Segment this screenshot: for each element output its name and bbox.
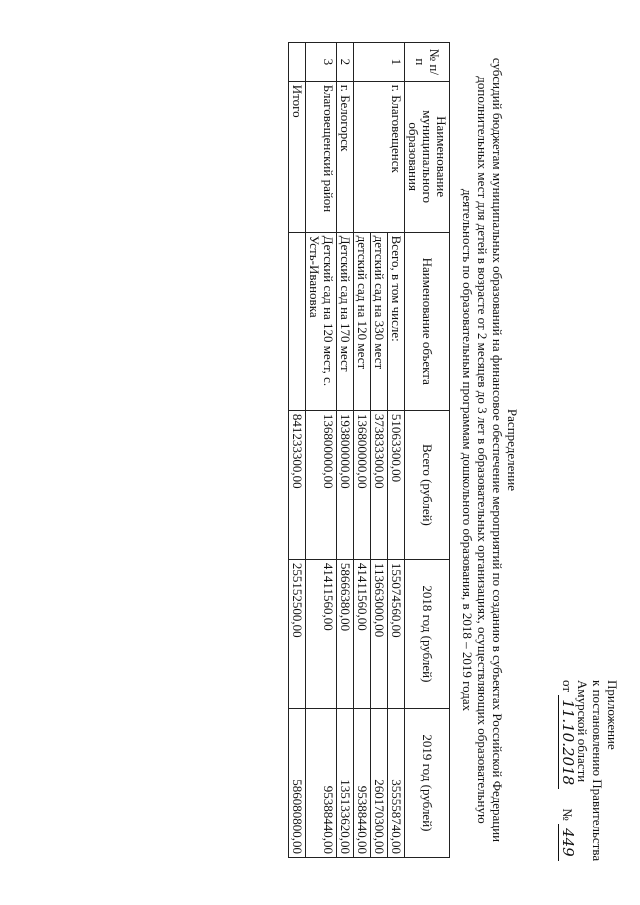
table-total-row <box>289 43 306 858</box>
total-object-cell <box>289 232 306 410</box>
row-object: детский сад на 120 мест <box>354 232 371 410</box>
decree-date: 11.10.2018 <box>558 695 577 789</box>
table-row <box>306 43 337 858</box>
total-2018: 255152500,00 <box>289 559 306 708</box>
header-municipality: Наименование муниципального образования <box>405 81 450 232</box>
row-object: Всего, в том числе: <box>388 232 405 410</box>
row-object: детский сад на 330 мест <box>371 232 388 410</box>
row-municipality: г. Белогорск <box>337 81 354 232</box>
row-total: 136800000,00 <box>306 410 337 559</box>
appendix-block <box>560 680 620 900</box>
title-body: субсидий бюджетам муниципальных образований на финансовое обеспечение мероприятий по созданию в субъектах Российской Федерации дополнительных мест для детей в возрасте от 2 месяцев до 3 лет в образовательных организациях, осуществляющих образовательную деятельность по образовательным программам дошкольного образования, в 2018 – 2019 годах <box>460 57 505 843</box>
header-object: Наименование объекта <box>405 232 450 410</box>
row-2019: 95388440,00 <box>306 708 337 857</box>
appendix-label: Приложение <box>605 680 620 750</box>
row-2019: 355558740,00 <box>388 708 405 857</box>
appendix-decree-line: к постановлению Правительства <box>590 680 605 862</box>
date-prefix: от <box>560 680 575 693</box>
row-2019: 95388440,00 <box>354 708 371 857</box>
header-num: № п/п <box>405 43 450 82</box>
row-total: 51063300,00 <box>388 410 405 559</box>
row-num: 3 <box>306 43 337 82</box>
title-heading: Распределение <box>505 408 520 492</box>
row-object: Детский сад на 120 мест, с. Усть-Ивановка <box>306 232 337 410</box>
table-header-row <box>405 43 450 858</box>
total-total: 841233300,00 <box>289 410 306 559</box>
row-total: 136800000,00 <box>354 410 371 559</box>
row-total: 373833300,00 <box>371 410 388 559</box>
number-prefix: № <box>560 808 575 821</box>
table-row <box>388 43 405 858</box>
row-num: 2 <box>337 43 354 82</box>
header-2019: 2019 год (рублей) <box>405 708 450 857</box>
total-label: Итого <box>289 81 306 232</box>
row-2018: 41411560,00 <box>354 559 371 708</box>
row-2019: 260170300,00 <box>371 708 388 857</box>
row-2018: 113663000,00 <box>371 559 388 708</box>
distribution-table <box>288 42 450 858</box>
row-object: Детский сад на 170 мест <box>337 232 354 410</box>
appendix-region-line: Амурской области <box>575 680 590 783</box>
row-municipality: г. Благовещенск <box>354 81 405 232</box>
row-num: 1 <box>354 43 405 82</box>
total-2019: 586080800,00 <box>289 708 306 857</box>
row-municipality: Благовещенский район <box>306 81 337 232</box>
row-2018: 155074560,00 <box>388 559 405 708</box>
appendix-date-line <box>560 680 575 900</box>
document-title <box>460 40 520 860</box>
row-2018: 58666380,00 <box>337 559 354 708</box>
row-2018: 41411560,00 <box>306 559 337 708</box>
row-2019: 135133620,00 <box>337 708 354 857</box>
table-row <box>337 43 354 858</box>
total-num-cell <box>289 43 306 82</box>
decree-number: 449 <box>558 824 577 861</box>
header-total: Всего (рублей) <box>405 410 450 559</box>
header-2018: 2018 год (рублей) <box>405 559 450 708</box>
row-total: 193800000,00 <box>337 410 354 559</box>
